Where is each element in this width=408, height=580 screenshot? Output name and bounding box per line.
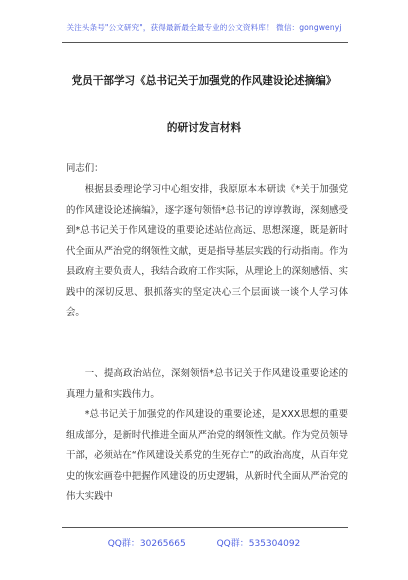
salutation: 同志们： [66, 163, 104, 174]
header-promo-note: 关注头条号"公文研究"，获得最新最全最专业的公文资料库！ 微信：gongwenyj [66, 23, 342, 32]
paragraph-section-heading: 一、提高政治站位，深刻领悟*总书记关于作风建设重要论述的真理力量和实践伟力。 [66, 368, 348, 400]
document-title-line1: 党员干部学习《总书记关于加强党的作风建设论述摘编》 [71, 75, 337, 87]
footer-qq-group-2: QQ群：535304092 [216, 539, 301, 549]
footer-qq-group-1: QQ群：30265665 [107, 539, 186, 549]
header-divider [62, 42, 348, 43]
footer-contacts [0, 536, 408, 549]
paragraph-intro: 根据县委理论学习中心组安排，我原原本本研读《*关于加强党的作风建设论述摘编》，逐字逐句领悟*总书记的谆谆教诲，深刻感受到*总书记关于作风建设的重要论述站位高远、思想深邃，既是新时代全面从严治党的纲领性文献，更是指导基层实践的行动指南。作为县政府主要负责人，我结合政府工作实际，从理论上的深刻感悟、实践中的深切反思、狠抓落实的坚定决心三个层面谈一谈个人学习体会。 [66, 184, 348, 318]
footer-divider [62, 527, 348, 528]
paragraph-section-body: *总书记关于加强党的作风建设的重要论述，是XXX思想的重要组成部分，是新时代推进全面从严治党的纲领性文献。作为党员领导干部，必须站在“作风建设关系党的生死存亡”的政治高度，从百年党史的恢宏画卷中把握作风建设的历史逻辑，从新时代全面从严治党的伟大实践中 [66, 409, 348, 502]
document-title-line2: 的研讨发言材料 [166, 122, 242, 134]
